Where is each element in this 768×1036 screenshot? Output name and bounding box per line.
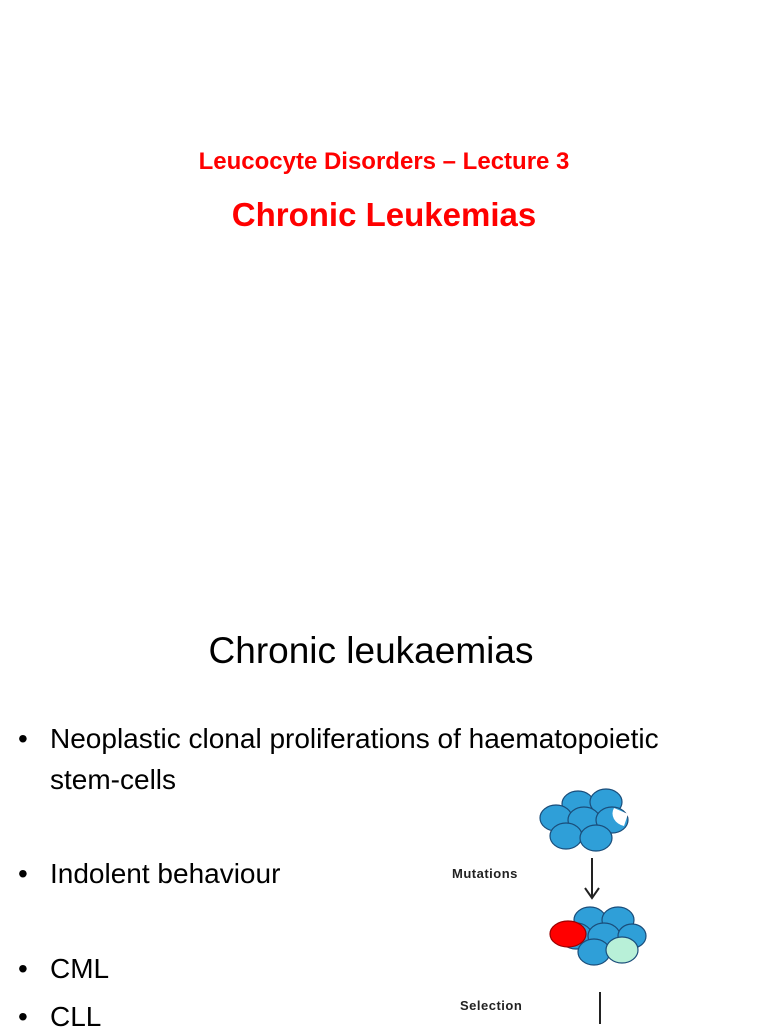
bullet-item (18, 720, 659, 758)
bullet-icon: • (18, 1001, 28, 1032)
bullet-text: Neoplastic clonal proliferations of haematopoietic (50, 723, 659, 754)
bullet-item (18, 950, 109, 988)
mutated-cell-cluster (550, 907, 646, 965)
slide-title: Chronic Leukemias (231, 196, 537, 233)
arrow-down-icon (585, 858, 599, 898)
selection-label: Selection (460, 998, 523, 1013)
bullet-icon: • (18, 723, 28, 754)
bullet-text: CLL (50, 1001, 102, 1032)
lecture-subtitle: Leucocyte Disorders – Lecture 3 (198, 148, 570, 175)
bullet-text: CML (50, 953, 110, 984)
bullet-item (18, 998, 101, 1036)
slide-heading: Chronic leukaemias (208, 630, 534, 671)
mutations-label: Mutations (452, 866, 518, 881)
bullet-item (18, 855, 280, 893)
bullet-icon: • (18, 858, 28, 889)
bullet-continuation: stem-cells (50, 764, 177, 795)
normal-cell-cluster (540, 789, 628, 851)
clonal-evolution-diagram (520, 780, 660, 1024)
bullet-icon: • (18, 953, 28, 984)
bullet-text: Indolent behaviour (50, 858, 281, 889)
